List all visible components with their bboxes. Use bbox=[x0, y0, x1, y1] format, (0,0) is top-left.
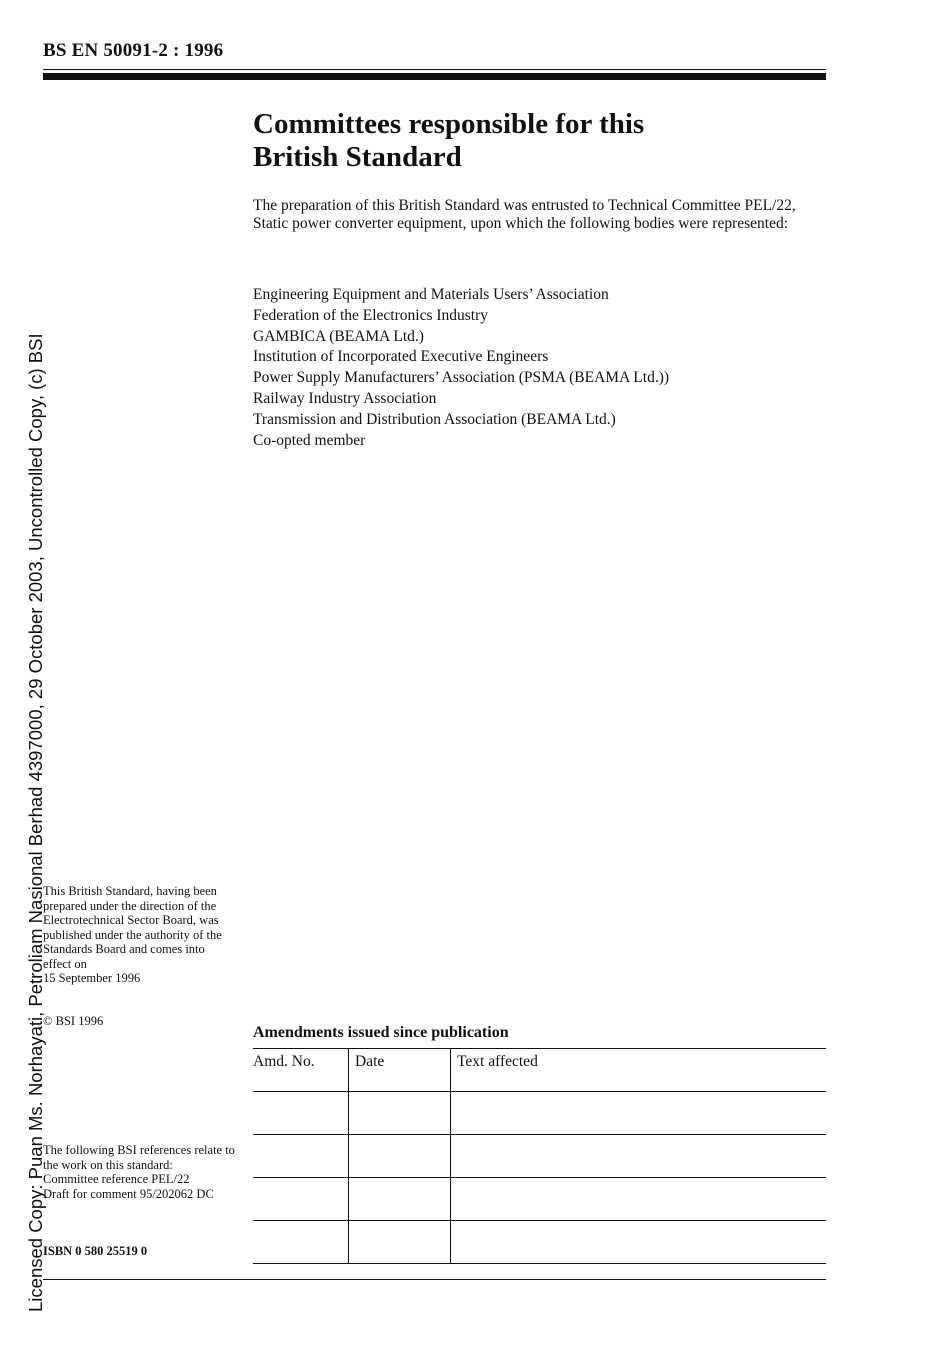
list-item: Railway Industry Association bbox=[253, 389, 437, 407]
draft-reference: Draft for comment 95/202062 DC bbox=[43, 1186, 214, 1201]
page-title-line-1: Committees responsible for this bbox=[253, 108, 645, 140]
header-rule-thin bbox=[43, 69, 826, 70]
column-header-text-affected: Text affected bbox=[451, 1049, 827, 1092]
table-row bbox=[253, 1221, 826, 1264]
table-row bbox=[253, 1135, 826, 1178]
list-item: Federation of the Electronics Industry bbox=[253, 306, 489, 324]
amendments-table bbox=[253, 1048, 826, 1264]
document-id: BS EN 50091-2 : 1996 bbox=[43, 40, 224, 61]
table-row bbox=[253, 1092, 826, 1135]
effective-date: 15 September 1996 bbox=[43, 971, 141, 985]
list-item: GAMBICA (BEAMA Ltd.) bbox=[253, 327, 424, 345]
isbn: ISBN 0 580 25519 0 bbox=[43, 1244, 148, 1258]
header-rule-thick bbox=[43, 73, 826, 80]
publication-note bbox=[43, 884, 233, 986]
table-row bbox=[253, 1178, 826, 1221]
bsi-references bbox=[43, 1143, 243, 1201]
amendments-title: Amendments issued since publication bbox=[253, 1024, 509, 1041]
represented-bodies-list bbox=[253, 285, 828, 451]
list-item: Power Supply Manufacturers’ Association (PSMA (BEAMA Ltd.)) bbox=[253, 369, 670, 387]
table-header-row bbox=[253, 1049, 826, 1092]
list-item: Engineering Equipment and Materials Users’ Association bbox=[253, 286, 609, 303]
page-title bbox=[253, 108, 813, 174]
list-item: Transmission and Distribution Association (BEAMA Ltd.) bbox=[253, 410, 616, 428]
publication-note-text: This British Standard, having been prepared under the direction of the Electrotechnical Sector Board, was published under the authority of the Standards Board and comes into effect on bbox=[43, 884, 222, 971]
page-title-line-2: British Standard bbox=[253, 141, 462, 173]
license-watermark: Licensed Copy: Puan Ms. Norhayati, Petroliam Nasional Berhad 4397000, 29 October 2003, Uncontrolled Copy, (c) BSI bbox=[25, 333, 46, 1312]
copyright-notice: © BSI 1996 bbox=[43, 1014, 104, 1028]
references-intro: The following BSI references relate to the work on this standard: bbox=[43, 1143, 235, 1172]
committee-reference: Committee reference PEL/22 bbox=[43, 1172, 190, 1186]
footer-rule bbox=[43, 1279, 826, 1280]
column-header-amd-no: Amd. No. bbox=[253, 1049, 349, 1092]
list-item: Co-opted member bbox=[253, 431, 366, 449]
intro-paragraph: The preparation of this British Standard was entrusted to Technical Committee PEL/22, Static power converter equipment, upon which the following bodies were represented: bbox=[253, 197, 796, 232]
column-header-date: Date bbox=[349, 1049, 451, 1092]
list-item: Institution of Incorporated Executive Engineers bbox=[253, 348, 549, 366]
